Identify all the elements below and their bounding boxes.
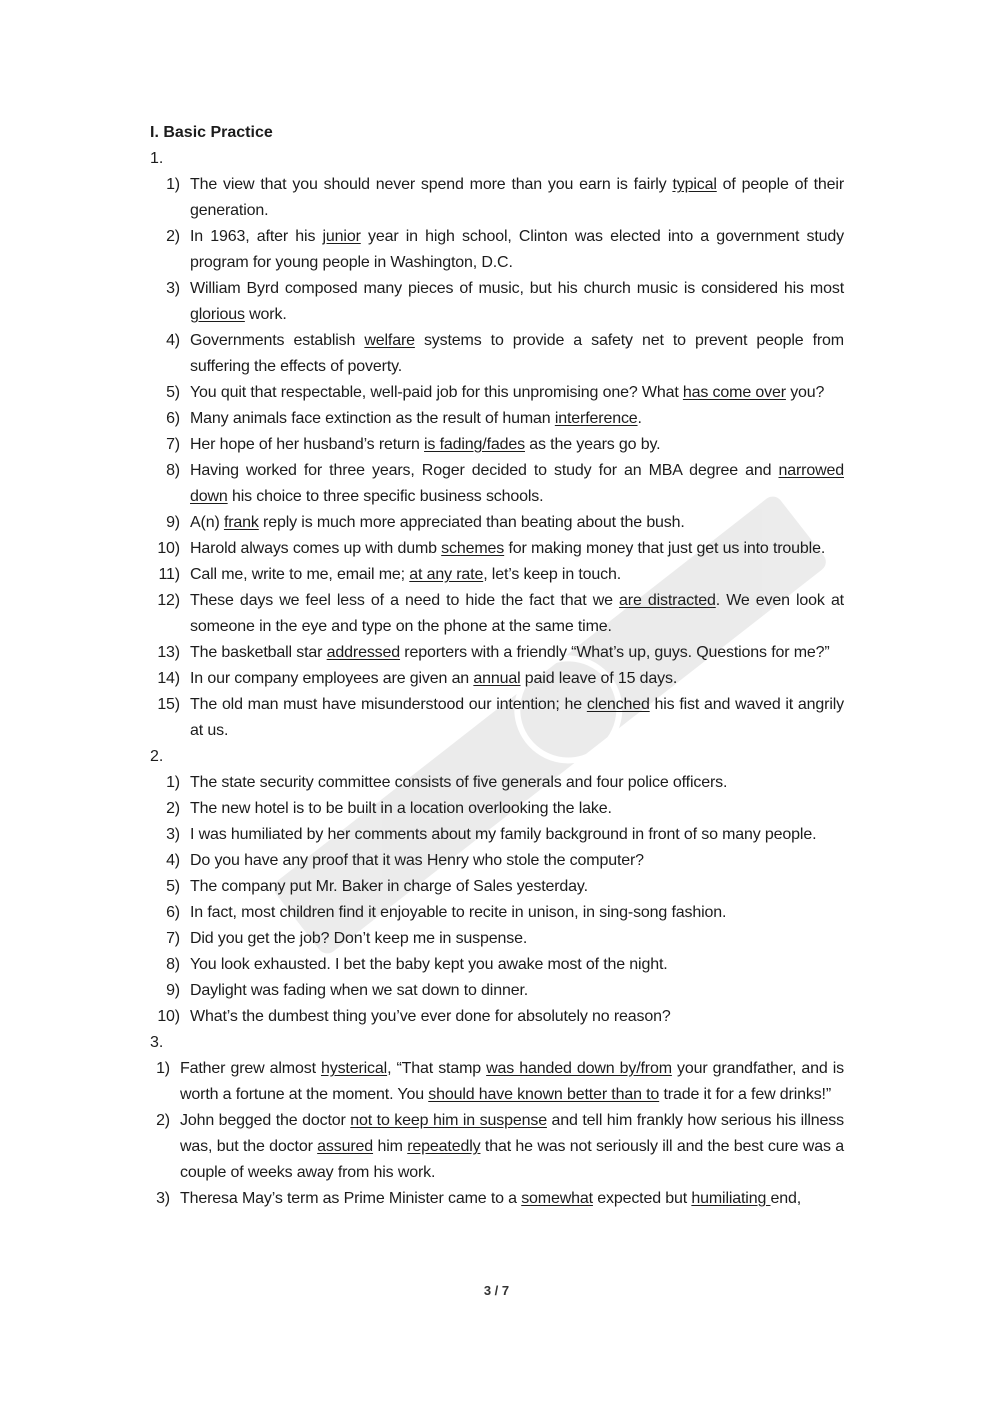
list-item <box>150 224 844 276</box>
list-item <box>150 510 844 536</box>
sentence-text: Harold always comes up with dumb <box>190 540 442 557</box>
list-item <box>150 458 844 510</box>
sentence-text: paid leave of 15 days. <box>520 670 678 687</box>
sentence-text: end, <box>770 1190 802 1207</box>
answer-text: hysterical <box>320 1060 388 1077</box>
section-number: 2. <box>150 748 164 765</box>
sentence-text: Do you have any proof that it was Henry who stole the computer? <box>190 852 644 869</box>
sentence-text: , let’s keep in touch. <box>483 566 622 583</box>
item-number: 6) <box>166 410 180 427</box>
item-number: 13) <box>157 644 180 661</box>
answer-text: was handed down by/from <box>486 1060 672 1077</box>
sentence-text: In 1963, after his <box>190 228 323 245</box>
item-number: 3) <box>156 1190 170 1207</box>
item-number: 9) <box>166 514 180 531</box>
sentence-text: Did you get the job? Don’t keep me in suspense. <box>190 930 528 947</box>
sentence-text: that he was not seriously ill and the best cure was a couple of weeks away from his work. <box>180 1138 844 1181</box>
item-number: 1) <box>166 176 180 193</box>
sentence-text: Governments establish <box>190 332 365 349</box>
sentence-text: The company put Mr. Baker in charge of Sales yesterday. <box>190 878 588 895</box>
item-number: 8) <box>166 956 180 973</box>
sentence-text: You quit that respectable, well-paid job for this unpromising one? What <box>190 384 683 401</box>
sentence-text: . We even look at someone in the eye and type on the phone at the same time. <box>190 592 844 635</box>
list-item <box>150 926 844 952</box>
item-number: 1) <box>166 774 180 791</box>
item-number: 2) <box>166 800 180 817</box>
list-item <box>150 276 844 328</box>
item-list <box>150 770 844 1030</box>
list-item <box>150 874 844 900</box>
list-item <box>150 562 844 588</box>
sentence-text: systems to provide a safety net to prevent people from suffering the effects of poverty. <box>190 332 844 375</box>
sentence-text: You look exhausted. I bet the baby kept you awake most of the night. <box>190 956 668 973</box>
sentence-text: reply is much more appreciated than beating about the bush. <box>258 514 685 531</box>
list-item <box>150 1056 844 1108</box>
section-number: 1. <box>150 150 164 167</box>
answer-text: addressed <box>326 644 401 661</box>
sentence-text: The basketball star <box>190 644 327 661</box>
item-number: 2) <box>166 228 180 245</box>
item-number: 4) <box>166 852 180 869</box>
sentence-text: year in high school, Clinton was elected into a government study program for young people in Washington, D.C. <box>190 228 844 271</box>
item-number: 10) <box>157 1008 180 1025</box>
sentence-text: reporters with a friendly “What’s up, guys. Questions for me?” <box>400 644 830 661</box>
item-list <box>150 1056 844 1212</box>
answer-text: repeatedly <box>407 1138 481 1155</box>
answer-text: schemes <box>441 540 505 557</box>
answer-text: annual <box>473 670 521 687</box>
page-content <box>150 120 844 1212</box>
answer-text: not to keep him in suspense <box>350 1112 547 1129</box>
sentence-text: These days we feel less of a need to hide the fact that we <box>190 592 620 609</box>
list-item <box>150 692 844 744</box>
exercise-section-2 <box>150 744 844 1030</box>
list-item <box>150 666 844 692</box>
sentence-text: of people of their generation. <box>190 176 844 219</box>
section-number: 3. <box>150 1034 164 1051</box>
answer-text: frank <box>223 514 259 531</box>
sentence-text: expected but <box>592 1190 692 1207</box>
list-item <box>150 848 844 874</box>
sentence-text: What’s the dumbest thing you’ve ever done for absolutely no reason? <box>190 1008 671 1025</box>
sentence-text: Call me, write to me, email me; <box>190 566 410 583</box>
sentence-text: Father grew almost <box>180 1060 321 1077</box>
sentence-text: John begged the doctor <box>180 1112 351 1129</box>
answer-text: junior <box>322 228 361 245</box>
answer-text: typical <box>672 176 717 193</box>
sentence-text: In fact, most children find it enjoyable to recite in unison, in sing-song fashion. <box>190 904 727 921</box>
list-item <box>150 380 844 406</box>
sentence-text: you? <box>785 384 825 401</box>
exercise-section-1 <box>150 146 844 744</box>
sentence-text: . <box>637 410 642 427</box>
answer-text: clenched <box>586 696 650 713</box>
item-number: 6) <box>166 904 180 921</box>
sentence-text: Daylight was fading when we sat down to dinner. <box>190 982 529 999</box>
sentence-text: , “That stamp <box>387 1060 487 1077</box>
item-number: 15) <box>157 696 180 713</box>
list-item <box>150 1186 844 1212</box>
sentence-text: as the years go by. <box>524 436 661 453</box>
sentence-text: and tell him frankly how serious his illness was, but the doctor <box>180 1112 844 1155</box>
item-number: 10) <box>157 540 180 557</box>
answer-text: has come over <box>682 384 786 401</box>
sentence-text: him <box>373 1138 408 1155</box>
sentence-text: your grandfather, and is worth a fortune at the moment. You <box>180 1060 844 1103</box>
sentence-text: trade it for a few drinks!” <box>659 1086 832 1103</box>
sentence-text: William Byrd composed many pieces of music, but his church music is considered his most <box>190 280 844 297</box>
sentence-text: I was humiliated by her comments about my family background in front of so many people. <box>190 826 817 843</box>
sentence-text: for making money that just get us into trouble. <box>504 540 826 557</box>
item-number: 8) <box>166 462 180 479</box>
sentence-text: Having worked for three years, Roger decided to study for an MBA degree and <box>190 462 779 479</box>
sentence-text: A(n) <box>190 514 224 531</box>
answer-text: humiliating <box>691 1190 771 1207</box>
item-number: 4) <box>166 332 180 349</box>
answer-text: glorious <box>190 306 245 323</box>
sentence-text: his fist and waved it angrily at us. <box>190 696 844 739</box>
list-item <box>150 900 844 926</box>
item-number: 7) <box>166 930 180 947</box>
sentence-text: work. <box>244 306 287 323</box>
page-number: 3 / 7 <box>483 1283 510 1298</box>
item-number: 5) <box>166 384 180 401</box>
section-heading: I. Basic Practice <box>150 124 273 141</box>
answer-text: should have known better than to <box>428 1086 660 1103</box>
item-number: 7) <box>166 436 180 453</box>
answer-text: at any rate <box>409 566 484 583</box>
sentence-text: The old man must have misunderstood our intention; he <box>190 696 587 713</box>
sentence-text: In our company employees are given an <box>190 670 474 687</box>
list-item <box>150 588 844 640</box>
answer-text: narrowed down <box>190 462 844 505</box>
item-number: 3) <box>166 280 180 297</box>
sentence-text: his choice to three specific business schools. <box>227 488 544 505</box>
list-item <box>150 770 844 796</box>
sentence-text: The new hotel is to be built in a location overlooking the lake. <box>190 800 612 817</box>
item-number: 14) <box>157 670 180 687</box>
exercise-section-3 <box>150 1030 844 1212</box>
answer-text: are distracted <box>619 592 716 609</box>
sentence-text: Her hope of her husband’s return <box>190 436 425 453</box>
list-item <box>150 796 844 822</box>
answer-text: welfare <box>364 332 415 349</box>
list-item <box>150 1108 844 1186</box>
list-item <box>150 952 844 978</box>
item-number: 12) <box>157 592 180 609</box>
sentence-text: Theresa May’s term as Prime Minister came to a <box>180 1190 522 1207</box>
sentence-text: The view that you should never spend more than you earn is fairly <box>190 176 673 193</box>
item-number: 11) <box>158 566 180 583</box>
list-item <box>150 172 844 224</box>
sentence-text: The state security committee consists of five generals and four police officers. <box>190 774 728 791</box>
list-item <box>150 640 844 666</box>
answer-text: somewhat <box>521 1190 593 1207</box>
sentence-text: Many animals face extinction as the result of human <box>190 410 555 427</box>
item-number: 3) <box>166 826 180 843</box>
answer-text: interference <box>554 410 638 427</box>
item-number: 1) <box>156 1060 170 1077</box>
list-item <box>150 536 844 562</box>
item-number: 5) <box>166 878 180 895</box>
item-list <box>150 172 844 744</box>
list-item <box>150 406 844 432</box>
answer-text: is fading/fades <box>424 436 525 453</box>
item-number: 2) <box>156 1112 170 1129</box>
answer-text: assured <box>317 1138 374 1155</box>
list-item <box>150 978 844 1004</box>
list-item <box>150 328 844 380</box>
item-number: 9) <box>166 982 180 999</box>
list-item <box>150 1004 844 1030</box>
list-item <box>150 822 844 848</box>
list-item <box>150 432 844 458</box>
